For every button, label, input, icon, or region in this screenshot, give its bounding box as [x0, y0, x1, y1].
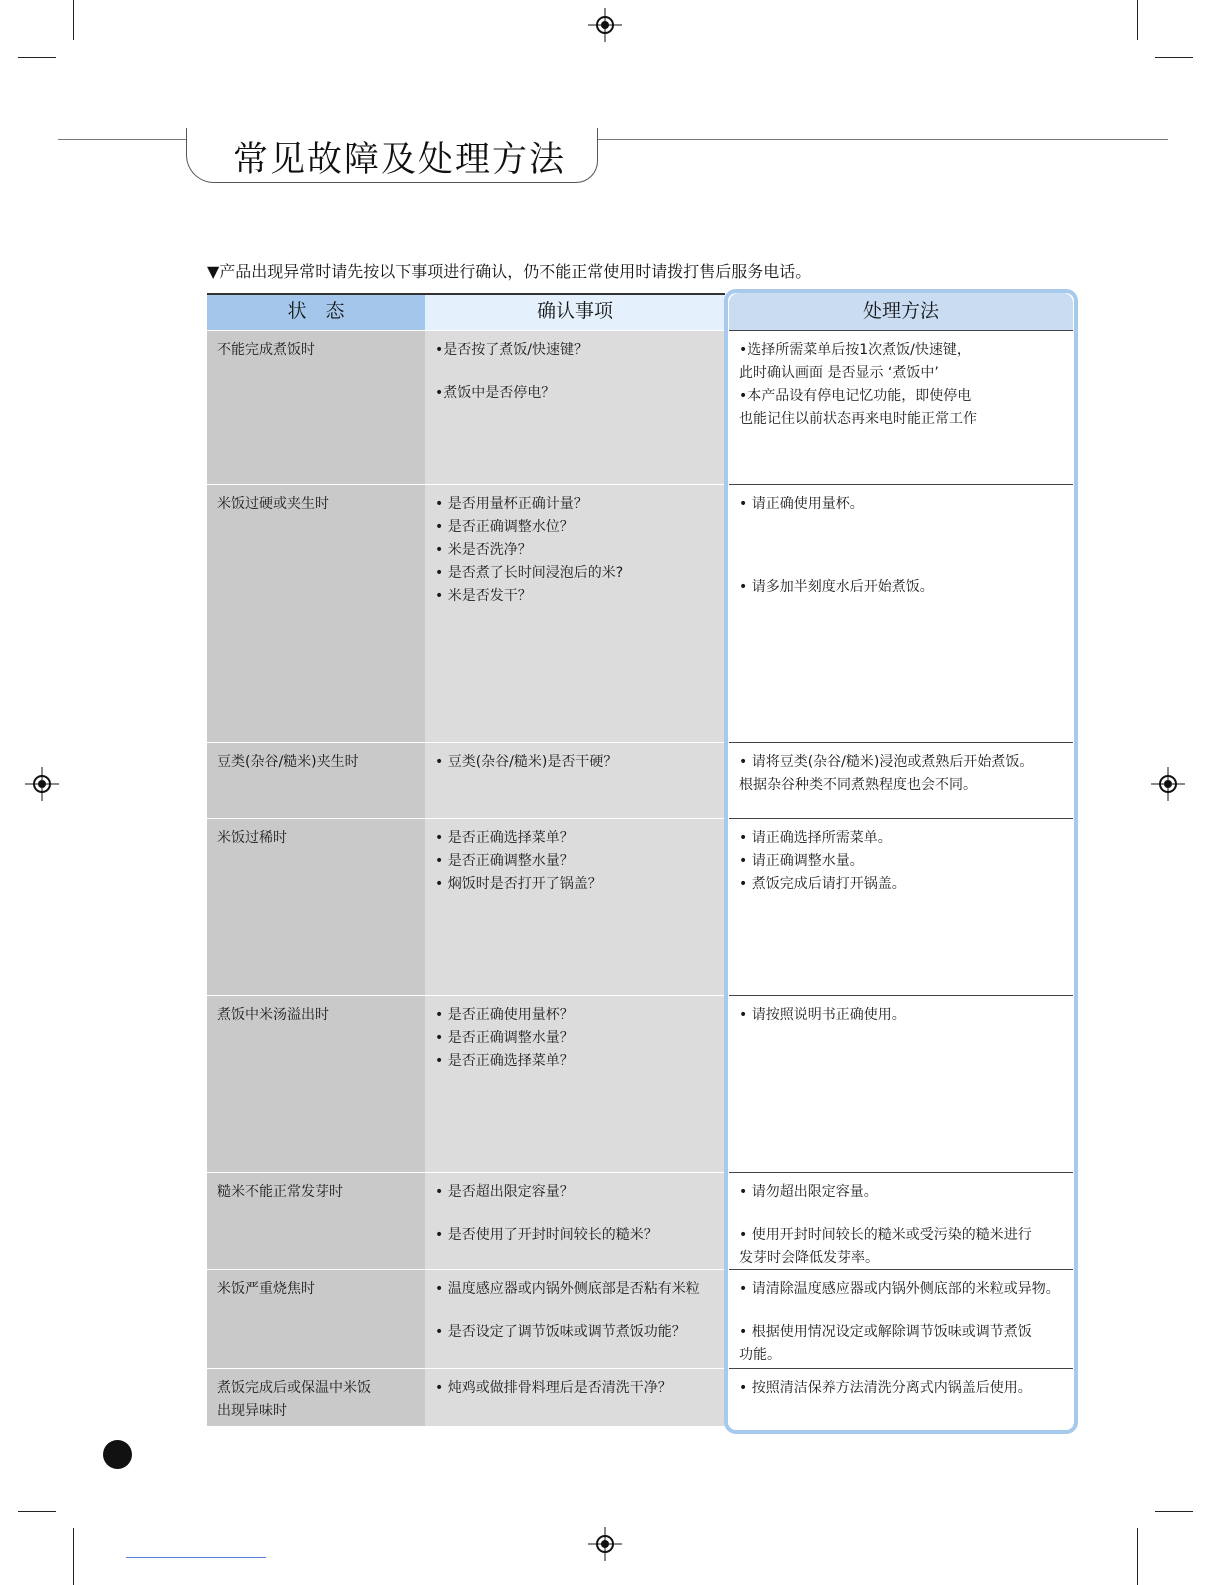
cell-line: 也能记住以前状态再来电时能正常工作: [739, 411, 977, 427]
status-cell: [207, 1368, 425, 1426]
cell-line: • 根据使用情况设定或解除调节饭味或调节煮饭: [739, 1324, 1032, 1340]
cell-line: • 请将豆类(杂谷/糙米)浸泡或煮熟后开始煮饭。: [739, 754, 1034, 770]
status-cell: [207, 742, 425, 818]
cell-line: 不能完成煮饭时: [217, 342, 315, 358]
solution-cell: [729, 1269, 1073, 1368]
crop-mark: [1155, 57, 1193, 58]
cell-line: • 炖鸡或做排骨料理后是否清洗干净？: [435, 1380, 672, 1396]
registration-mark-icon: [588, 8, 622, 42]
page-title: 常见故障及处理方法: [233, 140, 567, 180]
crop-mark: [1155, 1511, 1193, 1512]
cell-line: • 请勿超出限定容量。: [739, 1184, 878, 1200]
registration-mark-icon: [1151, 767, 1185, 801]
cell-line: • 是否煮了长时间浸泡后的米?: [435, 565, 624, 581]
cell-line: • 是否正确调整水量？: [435, 853, 574, 869]
cell-line: 豆类(杂谷/糙米)夹生时: [217, 754, 359, 770]
intro-text: ▼产品出现异常时请先按以下事项进行确认，仍不能正常使用时请拨打售后服务电话。: [207, 262, 812, 281]
cell-line: • 请正确调整水量。: [739, 853, 864, 869]
status-cell: [207, 484, 425, 742]
cell-line: •煮饭中是否停电？: [435, 385, 556, 401]
cell-line: • 是否超出限定容量？: [435, 1184, 574, 1200]
cell-line: • 请清除温度感应器或内锅外侧底部的米粒或异物。: [739, 1281, 1060, 1297]
cell-line: 煮饭完成后或保温中米饭: [217, 1380, 371, 1396]
cell-line: 功能。: [739, 1347, 781, 1363]
header-check: 确认事项: [425, 293, 725, 330]
solution-cell: [729, 330, 1073, 484]
solution-cell: [729, 1368, 1073, 1426]
cell-line: • 使用开封时间较长的糙米或受污染的糙米进行: [739, 1227, 1032, 1243]
cell-line: • 请正确选择所需菜单。: [739, 830, 892, 846]
table-row: [207, 818, 1073, 995]
cell-line: • 是否使用了开封时间较长的糙米？: [435, 1227, 658, 1243]
status-cell: [207, 1269, 425, 1368]
cell-line: • 是否正确选择菜单？: [435, 1053, 574, 1069]
cell-line: 米饭严重烧焦时: [217, 1281, 315, 1297]
cell-line: 此时确认画面 是否显示 ‘煮饭中’: [739, 365, 939, 381]
cell-line: • 豆类(杂谷/糙米)是否干硬？: [435, 754, 618, 770]
cell-line: • 焖饭时是否打开了锅盖？: [435, 876, 602, 892]
page-number-dot: [103, 1440, 132, 1469]
cell-line: [739, 1301, 1073, 1321]
crop-mark: [1137, 0, 1138, 40]
cell-line: • 是否设定了调节饭味或调节煮饭功能？: [435, 1324, 686, 1340]
cell-line: • 温度感应器或内锅外侧底部是否粘有米粒: [435, 1281, 700, 1297]
table-row: [207, 1368, 1073, 1426]
crop-mark: [73, 0, 74, 40]
registration-mark-icon: [588, 1527, 622, 1561]
check-cell: [425, 995, 725, 1172]
cell-line: 米饭过硬或夹生时: [217, 496, 329, 512]
cell-line: • 请按照说明书正确使用。: [739, 1007, 906, 1023]
crop-mark: [73, 1528, 74, 1585]
check-cell: [425, 742, 725, 818]
status-cell: [207, 1172, 425, 1269]
cell-line: •是否按了煮饭/快速键？: [435, 342, 588, 358]
check-cell: [425, 484, 725, 742]
table-row: [207, 330, 1073, 484]
cell-line: [435, 1204, 725, 1224]
status-cell: [207, 995, 425, 1172]
solution-cell: [729, 484, 1073, 742]
crop-mark: [1137, 1528, 1138, 1585]
cell-line: • 米是否洗净？: [435, 542, 532, 558]
bottom-rule: [126, 1557, 266, 1558]
cell-line: • 是否正确选择菜单？: [435, 830, 574, 846]
cell-line: • 请多加半刻度水后开始煮饭。: [739, 579, 934, 595]
header-status: 状 态: [207, 293, 425, 330]
solution-cell: [729, 818, 1073, 995]
solution-cell: [729, 995, 1073, 1172]
header-solution: 处理方法: [729, 293, 1073, 330]
cell-line: 煮饭中米汤溢出时: [217, 1007, 329, 1023]
cell-line: 根据杂谷种类不同煮熟程度也会不同。: [739, 777, 977, 793]
check-cell: [425, 1368, 725, 1426]
solution-cell: [729, 1172, 1073, 1269]
cell-line: 出现异味时: [217, 1403, 287, 1419]
cell-line: 发芽时会降低发芽率。: [739, 1250, 879, 1266]
cell-line: [739, 516, 1073, 536]
cell-line: • 是否正确使用量杯？: [435, 1007, 574, 1023]
cell-line: [435, 1301, 725, 1321]
table-row: [207, 1172, 1073, 1269]
check-cell: [425, 818, 725, 995]
cell-line: • 是否用量杯正确计量？: [435, 496, 588, 512]
cell-line: [739, 536, 1073, 556]
crop-mark: [18, 57, 56, 58]
table-row: [207, 484, 1073, 742]
cell-line: [435, 362, 725, 382]
crop-mark: [18, 1511, 56, 1512]
solution-cell: [729, 742, 1073, 818]
cell-line: •本产品设有停电记忆功能，即使停电: [739, 388, 972, 404]
cell-line: • 按照清洁保养方法清洗分离式内锅盖后使用。: [739, 1380, 1032, 1396]
check-cell: [425, 1172, 725, 1269]
cell-line: • 煮饭完成后请打开锅盖。: [739, 876, 906, 892]
table-row: [207, 742, 1073, 818]
registration-mark-icon: [25, 767, 59, 801]
cell-line: [739, 556, 1073, 576]
status-cell: [207, 330, 425, 484]
table-row: [207, 1269, 1073, 1368]
cell-line: • 米是否发干？: [435, 588, 532, 604]
cell-line: • 请正确使用量杯。: [739, 496, 864, 512]
cell-line: 米饭过稀时: [217, 830, 287, 846]
cell-line: • 是否正确调整水量？: [435, 1030, 574, 1046]
cell-line: 糙米不能正常发芽时: [217, 1184, 343, 1200]
cell-line: •选择所需菜单后按1次煮饭/快速键，: [739, 342, 971, 358]
header-top-rule: [207, 293, 725, 295]
check-cell: [425, 330, 725, 484]
check-cell: [425, 1269, 725, 1368]
table-row: [207, 995, 1073, 1172]
status-cell: [207, 818, 425, 995]
cell-line: [739, 1204, 1073, 1224]
cell-line: • 是否正确调整水位？: [435, 519, 574, 535]
